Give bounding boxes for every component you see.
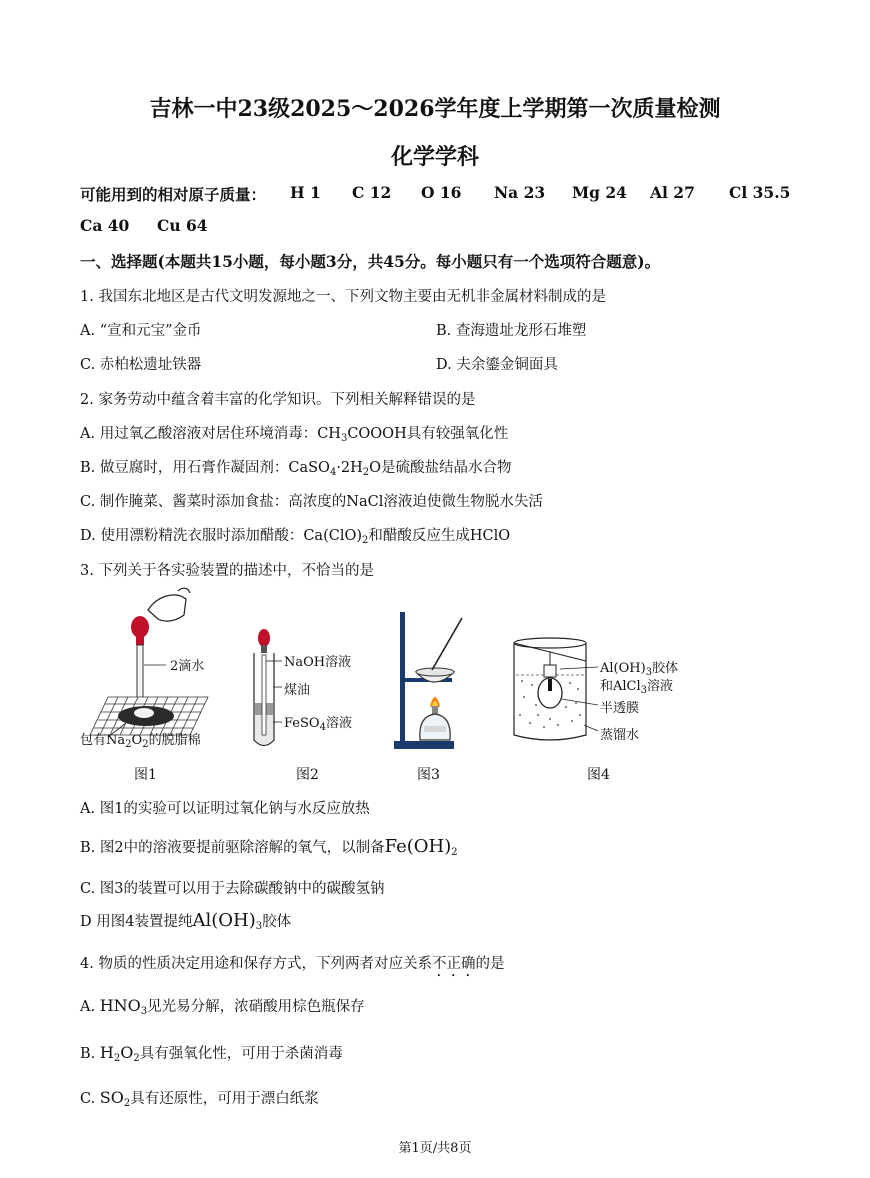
dropper-bulb-icon	[131, 616, 149, 638]
q2-option-a: A. 用过氧乙酸溶液对居住环境消毒：$CH_3COOOH$具有较强氧化性	[80, 426, 509, 444]
atomic-mass-cl: Cl 35.5	[729, 183, 791, 202]
q3-option-b: B. 图2中的溶液要提前驱除溶解的氧气，以制备$Fe(OH)_2$	[80, 836, 458, 858]
q2-option-c: C. 制作腌菜、酱菜时添加食盐：高浓度的NaCl溶液迫使微生物脱水失活	[80, 494, 543, 510]
q2-option-b: B. 做豆腐时，用石膏作凝固剂：$CaSO_4\cdot 2H_2O$是硫酸盐结晶水合物	[80, 460, 512, 478]
atomic-mass-row-1	[80, 183, 800, 203]
q4-stem: 4. 物质的性质决定用途和保存方式，下列两者对应关系不正确的是	[80, 956, 505, 972]
fig2-caption: 图2	[296, 767, 319, 783]
atomic-mass-cu: Cu 64	[157, 216, 208, 235]
fig4-caption: 图4	[587, 767, 610, 783]
atomic-mass-ca: Ca 40	[80, 216, 130, 235]
q1-option-d: D. 夫余鎏金铜面具	[436, 357, 558, 373]
page-footer: 第1页/共8页	[398, 1141, 472, 1156]
beaker-rim	[514, 638, 586, 648]
glass-rod-icon	[432, 618, 462, 670]
fig2-label-oil: 煤油	[284, 683, 311, 698]
q3-option-d: D 用图4装置提纯$Al(OH)_3$胶体	[80, 910, 292, 932]
q3-option-a: A. 图1的实验可以证明过氧化钠与水反应放热	[80, 801, 370, 817]
atomic-mass-mg: Mg 24	[572, 183, 627, 202]
figure-1-illustration	[78, 585, 258, 750]
fig4-label-membrane: 半透膜	[600, 701, 640, 716]
atomic-mass-al: Al 27	[650, 183, 695, 202]
figure-3-illustration	[388, 608, 473, 753]
fig2-label-feso4: FeSO$_4$溶液	[284, 716, 352, 733]
q2-option-d: D. 使用漂粉精洗衣服时添加醋酸：$Ca(ClO)_2$和醋酸反应生成HClO	[80, 528, 511, 546]
subject-title: 化学学科	[390, 144, 479, 170]
q1-option-c: C. 赤柏松遗址铁器	[80, 357, 202, 373]
atomic-mass-label: 可能用到的相对原子质量：	[80, 185, 267, 204]
fig4-label-colloid: $Al(OH)_3$胶体	[600, 661, 679, 678]
fig2-label-naoh: NaOH溶液	[284, 655, 352, 670]
q3-option-c: C. 图3的装置可以用于去除碳酸钠中的碳酸氢钠	[80, 881, 385, 897]
q4-option-a: A. $HNO_3$见光易分解，浓硝酸用棕色瓶保存	[80, 996, 365, 1017]
fig4-label-water: 蒸馏水	[600, 728, 640, 743]
atomic-mass-na: Na 23	[494, 183, 546, 202]
q4-option-b: B. $H_2O_2$具有强氧化性，可用于杀菌消毒	[80, 1043, 343, 1064]
hand-icon	[148, 595, 186, 621]
exam-title: 吉林一中23级2025～2026学年度上学期第一次质量检测	[149, 96, 721, 122]
figure-2-illustration	[248, 625, 288, 755]
fig4-label-alcl3: 和AlCl$_3$溶液	[600, 679, 674, 696]
section-heading: 一、选择题(本题共15小题，每小题3分，共45分。每小题只有一个选项符合题意)。	[80, 252, 661, 271]
dropper-bulb-icon	[258, 629, 270, 647]
q4-option-c: C. $SO_2$具有还原性，可用于漂白纸浆	[80, 1088, 319, 1109]
atomic-mass-h: H 1	[290, 183, 321, 202]
atomic-mass-o: O 16	[421, 183, 462, 202]
atomic-mass-c: C 12	[352, 183, 392, 202]
q1-option-b: B. 查海遗址龙形石堆塑	[436, 323, 587, 339]
fig3-caption: 图3	[417, 767, 440, 783]
fig1-label-cotton: 包有$Na_2O_2$的脱脂棉	[80, 733, 201, 750]
atomic-mass-row-2	[80, 216, 380, 236]
q3-stem: 3. 下列关于各实验装置的描述中，不恰当的是	[80, 563, 374, 579]
stand-rod-icon	[400, 612, 405, 742]
figure-4-illustration	[510, 635, 600, 747]
dropper-tube-icon	[262, 655, 266, 735]
q1-stem: 1. 我国东北地区是古代文明发源地之一、下列文物主要由无机非金属材料制成的是	[80, 289, 606, 305]
fig1-label-water: 2滴水	[170, 659, 205, 674]
q2-stem: 2. 家务劳动中蕴含着丰富的化学知识。下列相关解释错误的是	[80, 392, 476, 408]
q4-emphasis: 不正确	[431, 956, 476, 972]
fig1-caption: 图1	[134, 767, 157, 783]
stand-base-icon	[394, 741, 454, 749]
q1-option-a: A. “宣和元宝”金币	[80, 323, 202, 339]
